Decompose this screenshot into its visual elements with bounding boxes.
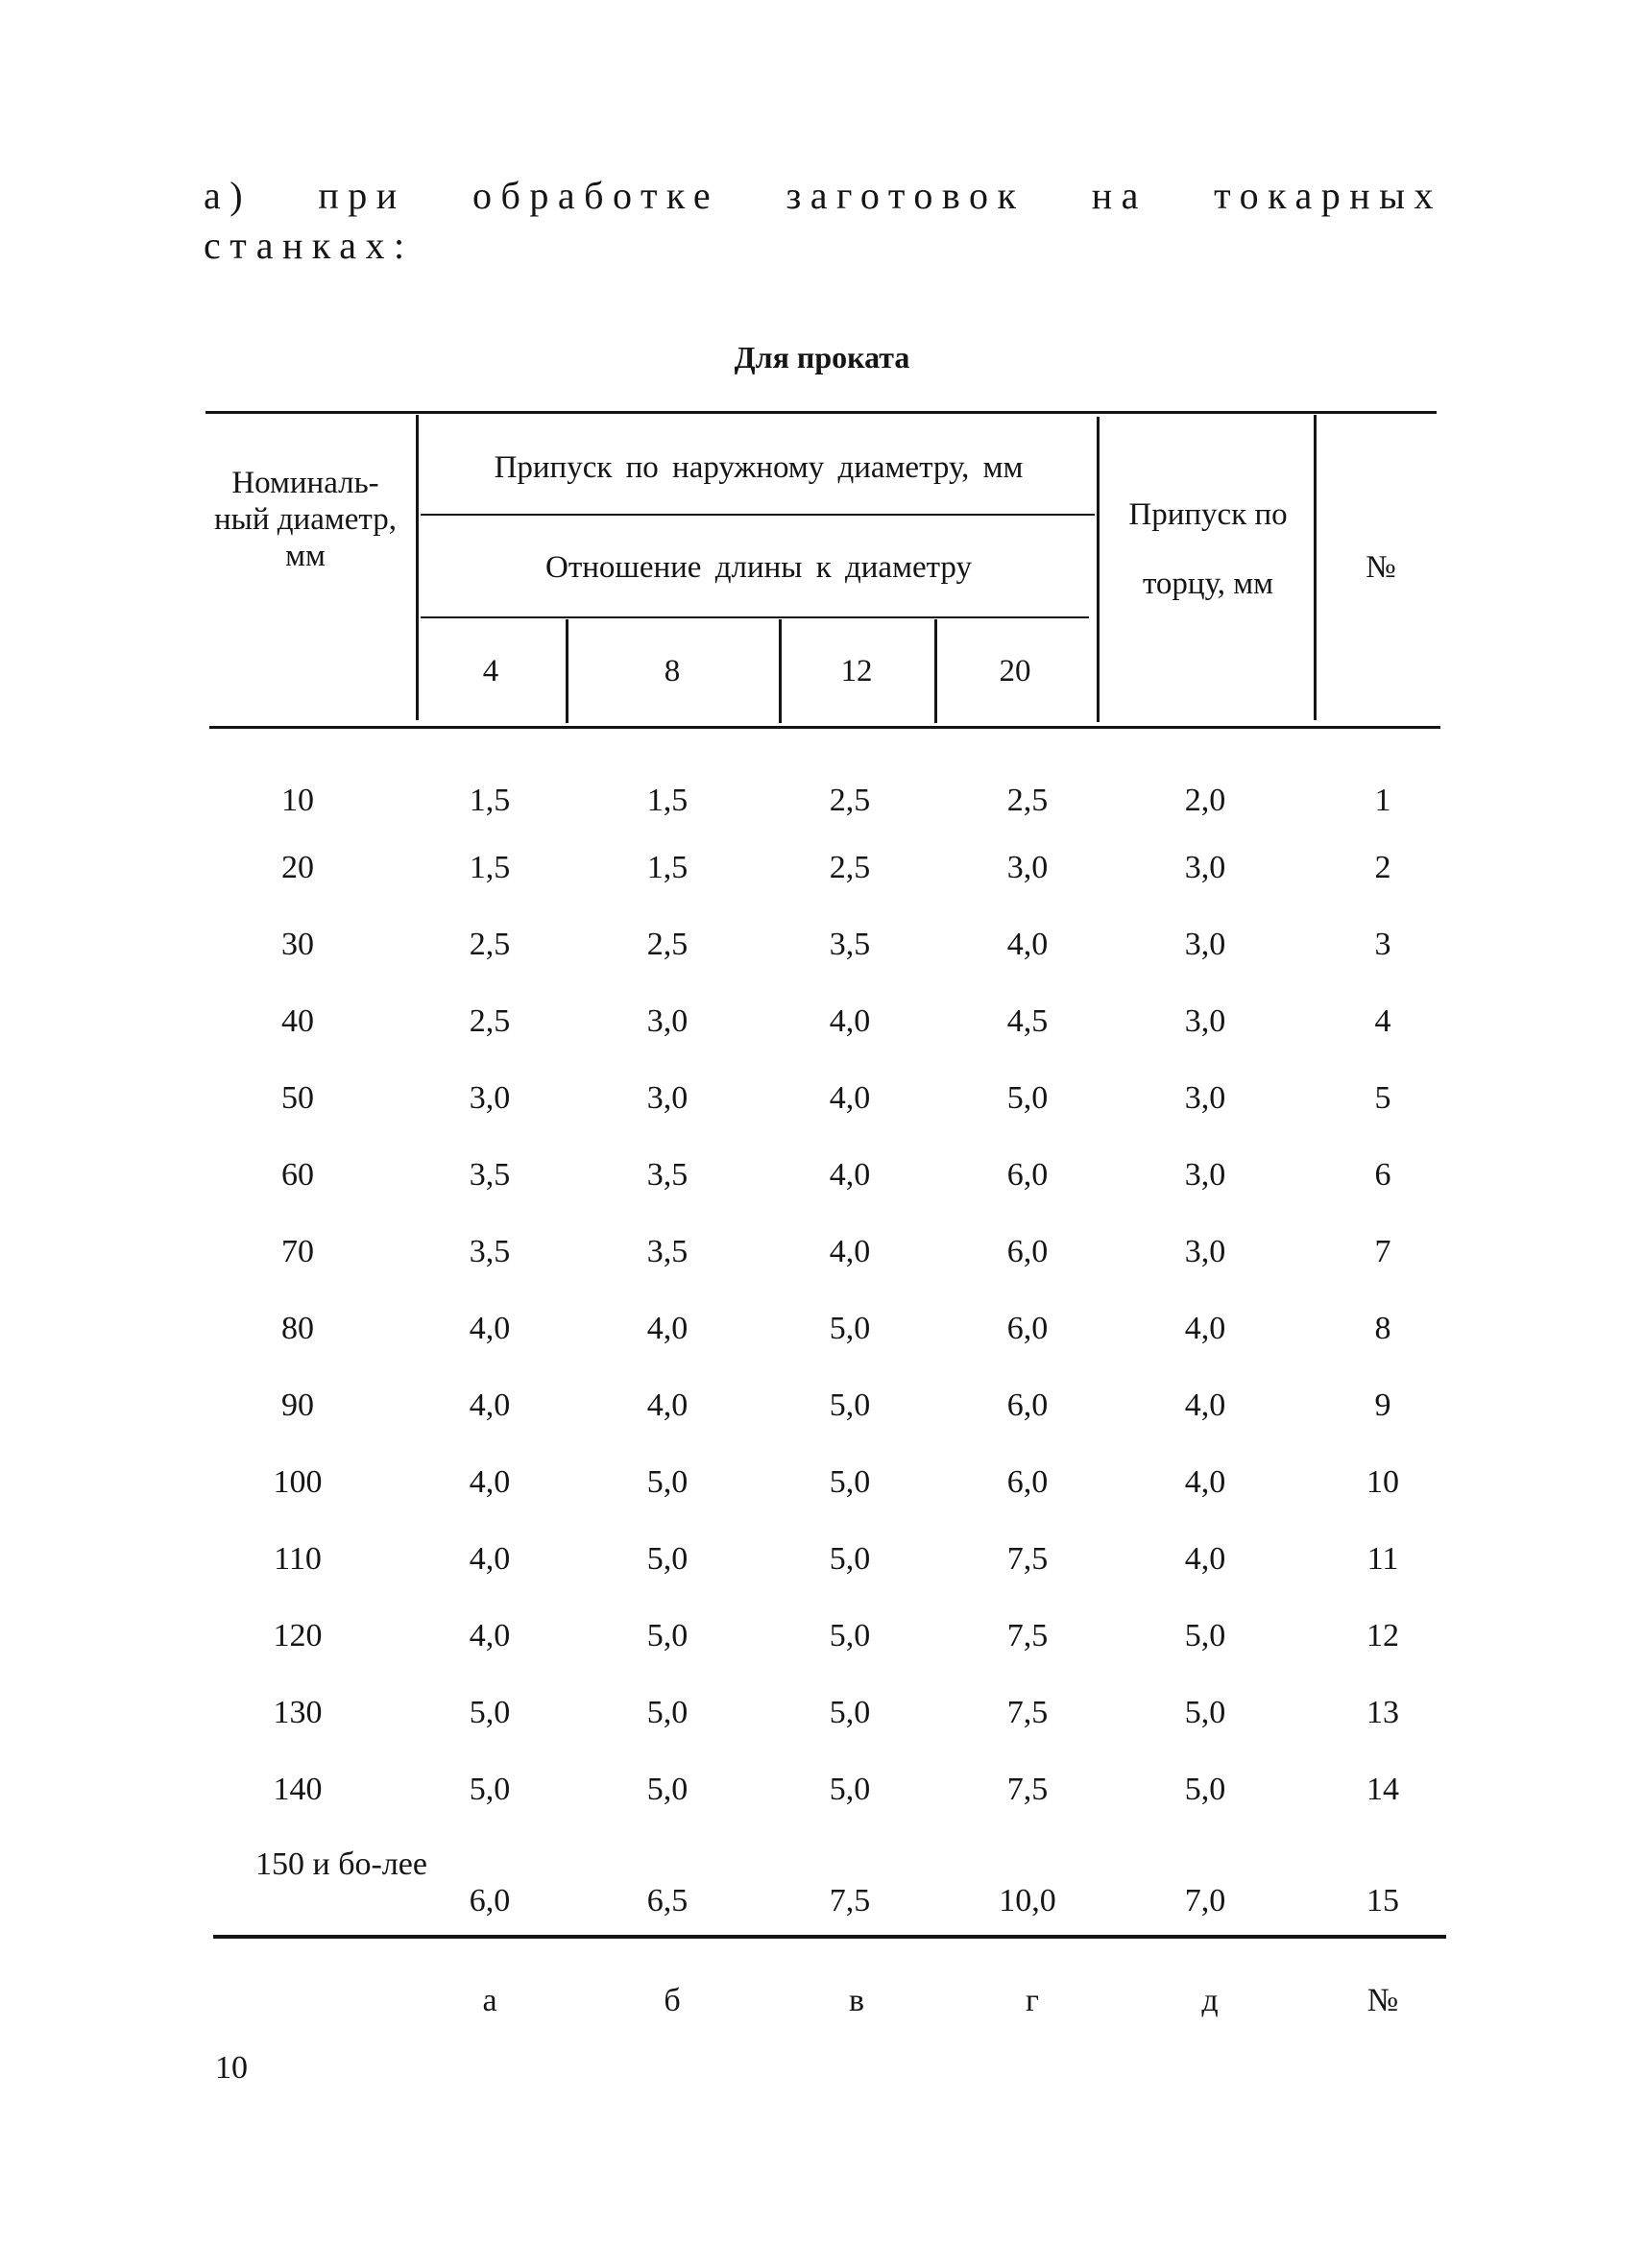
header-vline-6 (1314, 415, 1317, 720)
cell-col-v: 5,0 (829, 1387, 871, 1423)
cell-col-d: 3,0 (1184, 1234, 1226, 1269)
cell-col-b: 5,0 (646, 1695, 689, 1730)
cell-number: 12 (1366, 1618, 1399, 1653)
cell-diameter: 70 (281, 1234, 314, 1269)
cell-col-v: 5,0 (829, 1541, 871, 1577)
cell-col-a: 4,0 (469, 1464, 511, 1500)
cell-diameter: 80 (281, 1311, 314, 1346)
header-length-ratio: Отношение длины к диаметру (545, 550, 972, 585)
cell-col-d: 4,0 (1184, 1464, 1226, 1500)
cell-number: 5 (1374, 1080, 1391, 1116)
cell-col-a: 4,0 (469, 1618, 511, 1653)
cell-col-b: 2,5 (646, 927, 689, 962)
cell-col-v: 2,5 (829, 783, 871, 818)
cell-col-v: 4,0 (829, 1003, 871, 1039)
header-number: № (1366, 550, 1396, 585)
cell-col-g: 6,0 (1006, 1464, 1049, 1500)
cell-col-v: 4,0 (829, 1080, 871, 1116)
header-nominal-diameter: Номиналь-ный диаметр, мм (214, 466, 397, 573)
cell-col-v: 5,0 (829, 1311, 871, 1346)
header-bottom-rule (209, 726, 1440, 729)
cell-col-d: 3,0 (1184, 850, 1226, 885)
cell-col-d: 5,0 (1184, 1695, 1226, 1730)
header-vline-5 (1097, 417, 1100, 722)
cell-col-g: 6,0 (1006, 1387, 1049, 1423)
cell-diameter: 50 (281, 1080, 314, 1116)
cell-number: 6 (1374, 1157, 1391, 1193)
cell-number: 8 (1374, 1311, 1391, 1346)
page-number: 10 (215, 2050, 248, 2086)
cell-col-b: 4,0 (646, 1311, 689, 1346)
cell-col-a: 4,0 (469, 1311, 511, 1346)
intro-text: а) при обработке заготовок на токарных станках: (204, 174, 1442, 267)
cell-col-a: 4,0 (469, 1387, 511, 1423)
cell-col-g: 6,0 (1006, 1311, 1049, 1346)
cell-col-b: 5,0 (646, 1464, 689, 1500)
cell-number: 7 (1374, 1234, 1391, 1269)
cell-col-b: 3,0 (646, 1080, 689, 1116)
cell-col-v: 4,0 (829, 1157, 871, 1193)
header-ratio-20: 20 (999, 654, 1031, 688)
cell-col-v: 5,0 (829, 1772, 871, 1807)
cell-col-g: 2,5 (1006, 783, 1049, 818)
table-top-rule (206, 411, 1437, 414)
cell-col-b: 1,5 (646, 850, 689, 885)
column-letter-a: а (482, 1983, 497, 2018)
cell-col-d: 7,0 (1184, 1883, 1226, 1918)
cell-number: 15 (1366, 1883, 1399, 1918)
cell-diameter: 130 (273, 1695, 323, 1730)
cell-col-a: 5,0 (469, 1695, 511, 1730)
cell-diameter: 60 (281, 1157, 314, 1193)
cell-number: 11 (1366, 1541, 1399, 1577)
header-ratio-12: 12 (840, 654, 873, 688)
cell-col-v: 2,5 (829, 850, 871, 885)
cell-diameter: 100 (273, 1464, 323, 1500)
cell-col-g: 5,0 (1006, 1080, 1049, 1116)
cell-col-g: 4,5 (1006, 1003, 1049, 1039)
cell-number: 4 (1374, 1003, 1391, 1039)
cell-col-b: 3,5 (646, 1234, 689, 1269)
cell-diameter: 140 (273, 1772, 323, 1807)
cell-col-a: 2,5 (469, 1003, 511, 1039)
cell-col-b: 3,5 (646, 1157, 689, 1193)
cell-col-b: 5,0 (646, 1618, 689, 1653)
header-ratio-4: 4 (482, 654, 499, 688)
cell-diameter: 110 (274, 1541, 322, 1577)
cell-col-b: 5,0 (646, 1541, 689, 1577)
cell-col-g: 7,5 (1006, 1618, 1049, 1653)
cell-number: 3 (1374, 927, 1391, 962)
cell-col-g: 4,0 (1006, 927, 1049, 962)
cell-col-d: 3,0 (1184, 1157, 1226, 1193)
cell-col-v: 5,0 (829, 1695, 871, 1730)
cell-col-b: 1,5 (646, 783, 689, 818)
cell-col-d: 2,0 (1184, 783, 1226, 818)
cell-col-d: 5,0 (1184, 1772, 1226, 1807)
header-sub-rule-2 (421, 616, 1089, 618)
cell-diameter: 120 (273, 1618, 323, 1653)
column-letter-g: г (1026, 1983, 1039, 2018)
cell-diameter: 150 и бо-лее (255, 1846, 427, 1882)
cell-col-v: 5,0 (829, 1464, 871, 1500)
cell-col-d: 4,0 (1184, 1387, 1226, 1423)
cell-col-v: 5,0 (829, 1618, 871, 1653)
cell-col-d: 4,0 (1184, 1541, 1226, 1577)
cell-col-g: 7,5 (1006, 1772, 1049, 1807)
cell-col-v: 3,5 (829, 927, 871, 962)
cell-diameter: 10 (281, 783, 314, 818)
cell-col-v: 4,0 (829, 1234, 871, 1269)
cell-diameter: 40 (281, 1003, 314, 1039)
column-letter-v: в (848, 1983, 865, 2018)
cell-number: 2 (1374, 850, 1391, 885)
cell-col-g: 7,5 (1006, 1695, 1049, 1730)
cell-col-d: 3,0 (1184, 1003, 1226, 1039)
cell-col-a: 5,0 (469, 1772, 511, 1807)
cell-number: 10 (1366, 1464, 1399, 1500)
table-title: Для проката (734, 340, 910, 374)
cell-col-g: 10,0 (999, 1883, 1056, 1918)
cell-col-a: 1,5 (469, 850, 511, 885)
cell-col-a: 1,5 (469, 783, 511, 818)
cell-col-g: 6,0 (1006, 1234, 1049, 1269)
cell-col-g: 7,5 (1006, 1541, 1049, 1577)
cell-col-a: 6,0 (469, 1883, 511, 1918)
cell-col-d: 3,0 (1184, 1080, 1226, 1116)
header-face-allowance: Припуск по торцу, мм (1128, 497, 1288, 601)
cell-number: 13 (1366, 1695, 1399, 1730)
cell-number: 9 (1374, 1387, 1391, 1423)
header-sub-rule-1 (421, 514, 1095, 516)
cell-col-b: 5,0 (646, 1772, 689, 1807)
cell-number: 14 (1366, 1772, 1399, 1807)
cell-col-g: 3,0 (1006, 850, 1049, 885)
cell-col-b: 6,5 (646, 1883, 689, 1918)
column-letter-b: б (664, 1983, 681, 2018)
cell-col-d: 3,0 (1184, 927, 1226, 962)
column-letter-d: д (1201, 1983, 1219, 2018)
cell-col-v: 7,5 (829, 1883, 871, 1918)
table-bottom-rule (213, 1935, 1446, 1939)
cell-diameter: 30 (281, 927, 314, 962)
cell-col-a: 4,0 (469, 1541, 511, 1577)
cell-col-a: 3,0 (469, 1080, 511, 1116)
cell-diameter: 90 (281, 1387, 314, 1423)
cell-col-d: 5,0 (1184, 1618, 1226, 1653)
cell-diameter: 20 (281, 850, 314, 885)
cell-number: 1 (1374, 783, 1391, 818)
cell-col-d: 4,0 (1184, 1311, 1226, 1346)
cell-col-a: 3,5 (469, 1157, 511, 1193)
cell-col-g: 6,0 (1006, 1157, 1049, 1193)
cell-col-a: 2,5 (469, 927, 511, 962)
column-letter-number: № (1366, 1983, 1399, 2018)
header-ratio-8: 8 (664, 654, 681, 688)
cell-col-b: 3,0 (646, 1003, 689, 1039)
header-outer-allowance: Припуск по наружному диаметру, мм (494, 450, 1024, 485)
cell-col-a: 3,5 (469, 1234, 511, 1269)
cell-col-b: 4,0 (646, 1387, 689, 1423)
